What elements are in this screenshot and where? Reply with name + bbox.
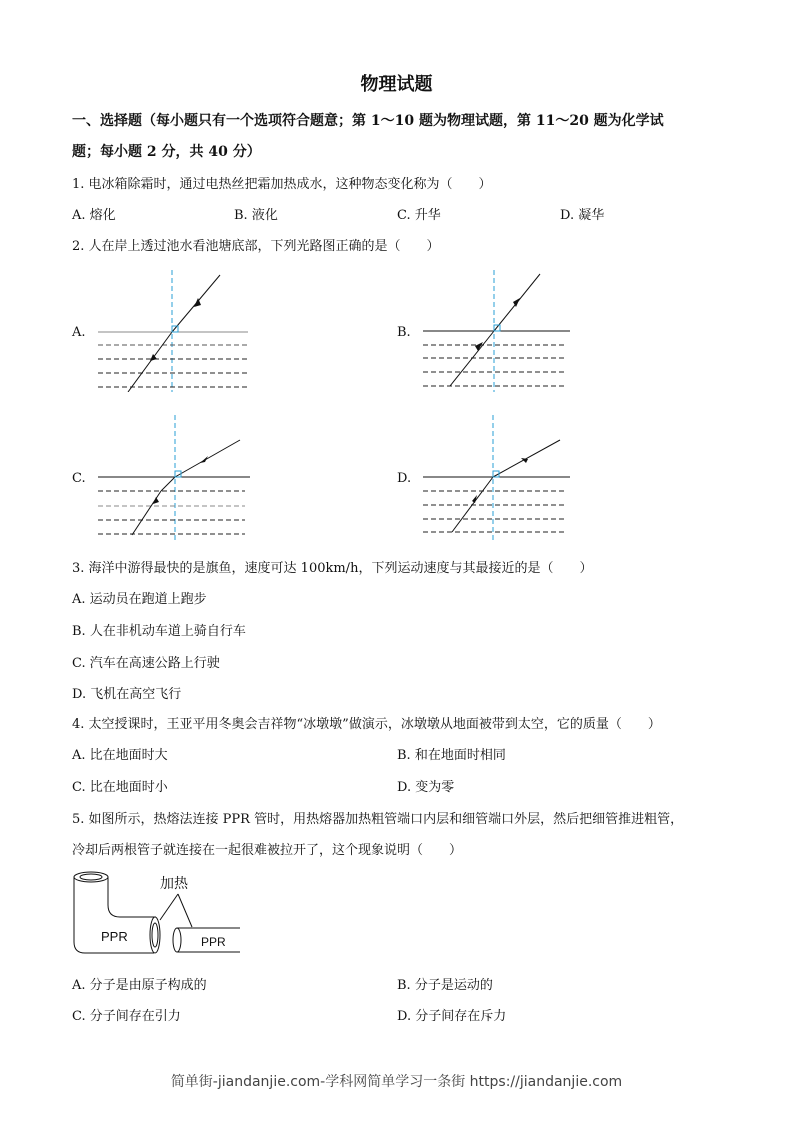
q1-option-d: D. 凝华 <box>560 208 605 223</box>
q2-diagram-b <box>420 270 580 392</box>
question-1-stem: 1. 电冰箱除霜时，通过电热丝把霜加热成水，这种物态变化称为（ ） <box>72 177 492 192</box>
section-heading-line2: 题；每小题 2 分，共 40 分） <box>72 144 261 160</box>
q3-option-a: A. 运动员在跑道上跑步 <box>72 592 207 607</box>
q1-option-a: A. 熔化 <box>72 208 116 223</box>
question-5-stem-line1: 5. 如图所示，热熔法连接 PPR 管时，用热熔器加热粗管端口内层和细管端口外层，然后把细管推进粗管， <box>72 812 684 827</box>
q5-option-b: B. 分子是运动的 <box>397 978 493 993</box>
q5-option-a: A. 分子是由原子构成的 <box>72 978 207 993</box>
q4-option-a: A. 比在地面时大 <box>72 748 168 763</box>
q2-diagram-a <box>95 270 255 392</box>
q2-figure-label-b: B. <box>397 325 411 340</box>
q2-diagram-c <box>95 415 255 540</box>
q2-figure-label-a: A. <box>72 325 86 340</box>
q5-option-d: D. 分子间存在斥力 <box>397 1009 507 1024</box>
ppr-label-right: PPR <box>201 935 226 949</box>
question-4-stem: 4. 太空授课时，王亚平用冬奥会吉祥物“冰墩墩”做演示，冰墩墩从地面被带到太空，它的质量（ ） <box>72 717 661 732</box>
q3-option-d: D. 飞机在高空飞行 <box>72 687 182 702</box>
q4-option-d: D. 变为零 <box>397 780 455 795</box>
q5-option-c: C. 分子间存在引力 <box>72 1009 181 1024</box>
question-3-stem: 3. 海洋中游得最快的是旗鱼，速度可达 100km/h，下列运动速度与其最接近的是（ ） <box>72 561 593 576</box>
q4-option-c: C. 比在地面时小 <box>72 780 168 795</box>
q3-option-c: C. 汽车在高速公路上行驶 <box>72 656 220 671</box>
footer-watermark: 简单街-jiandanjie.com-学科网简单学习一条街 https://jiandanjie.com <box>170 1074 623 1090</box>
q1-option-c: C. 升华 <box>397 208 441 223</box>
q2-figure-label-c: C. <box>72 471 86 486</box>
q4-option-b: B. 和在地面时相同 <box>397 748 506 763</box>
q3-option-b: B. 人在非机动车道上骑自行车 <box>72 624 246 639</box>
ppr-pipe-figure <box>70 867 245 959</box>
q1-option-b: B. 液化 <box>234 208 278 223</box>
section-heading-line1: 一、选择题（每小题只有一个选项符合题意；第 1～10 题为物理试题，第 11～20 题为化学试 <box>72 113 664 129</box>
q2-figure-label-d: D. <box>397 471 412 486</box>
ppr-label-left: PPR <box>101 929 128 944</box>
heat-label: 加热 <box>160 876 188 892</box>
question-2-stem: 2. 人在岸上透过池水看池塘底部，下列光路图正确的是（ ） <box>72 239 440 254</box>
page-title: 物理试题 <box>360 74 433 95</box>
q2-diagram-d <box>420 415 580 540</box>
question-5-stem-line2: 冷却后两根管子就连接在一起很难被拉开了，这个现象说明（ ） <box>72 843 463 858</box>
